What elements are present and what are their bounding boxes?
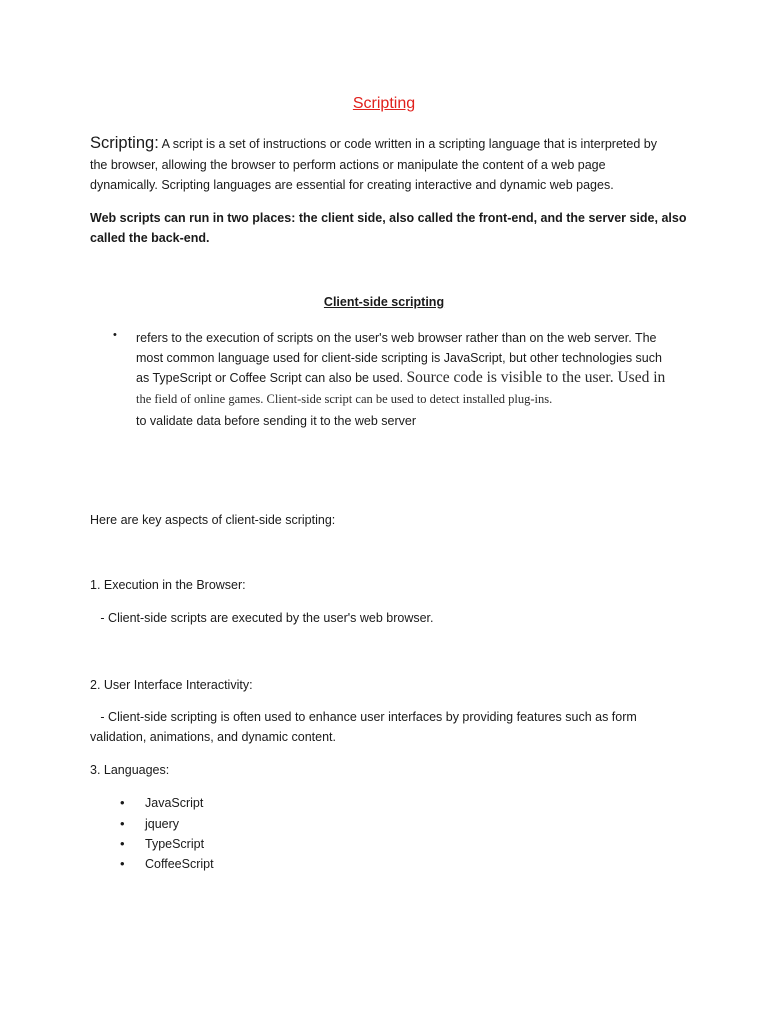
client-side-line-3b: Source code is visible to the user. Used in	[406, 369, 666, 386]
aspect-2-title: 2. User Interface Interactivity:	[90, 678, 253, 692]
client-side-heading: Client-side scripting	[323, 295, 445, 309]
aspect-1-desc: - Client-side scripts are executed by the user's web browser.	[90, 611, 434, 625]
intro-text-1: A script is a set of instructions or code written in a scripting language that is interpreted by	[161, 137, 657, 151]
intro-text-2: the browser, allowing the browser to perform actions or manipulate the content of a web page	[90, 158, 606, 172]
language-name: JavaScript	[145, 796, 204, 810]
intro-line-1	[90, 133, 680, 155]
client-side-line-5: to validate data before sending it to the web server	[136, 414, 417, 428]
bullet-marker: •	[120, 795, 125, 810]
client-side-line-2: most common language used for client-side scripting is JavaScript, but other technologies such	[136, 351, 662, 365]
list-item	[120, 834, 204, 855]
bullet-marker: •	[120, 816, 125, 831]
bold-note-2: called the back-end.	[90, 231, 210, 245]
page-title: Scripting	[352, 95, 416, 112]
bullet-marker: •	[113, 329, 117, 341]
client-side-line-3	[136, 368, 665, 389]
language-name: jquery	[145, 817, 180, 831]
bullet-marker: •	[120, 856, 125, 871]
list-item	[120, 854, 214, 875]
language-name: CoffeeScript	[145, 857, 214, 871]
language-name: TypeScript	[145, 837, 205, 851]
aspect-2-desc-2: validation, animations, and dynamic content.	[90, 730, 336, 744]
aspects-intro: Here are key aspects of client-side scripting:	[90, 513, 336, 527]
client-side-line-1: refers to the execution of scripts on the user's web browser rather than on the web server. The	[136, 331, 657, 345]
bold-note-1: Web scripts can run in two places: the client side, also called the front-end, and the server side, also	[90, 211, 687, 225]
bullet-marker: •	[120, 836, 125, 851]
list-item	[120, 814, 179, 835]
aspect-2-desc-1: - Client-side scripting is often used to enhance user interfaces by providing features such as form	[90, 710, 637, 724]
aspect-3-title: 3. Languages:	[90, 763, 170, 777]
aspect-1-title: 1. Execution in the Browser:	[90, 578, 246, 592]
intro-text-3: dynamically. Scripting languages are essential for creating interactive and dynamic web pages.	[90, 178, 614, 192]
intro-lead: Scripting:	[90, 134, 159, 152]
list-item	[120, 793, 203, 814]
client-side-line-4: the field of online games. Client-side script can be used to detect installed plug-ins.	[136, 392, 553, 406]
client-side-line-3a: as TypeScript or Coffee Script can also be used.	[136, 371, 404, 385]
